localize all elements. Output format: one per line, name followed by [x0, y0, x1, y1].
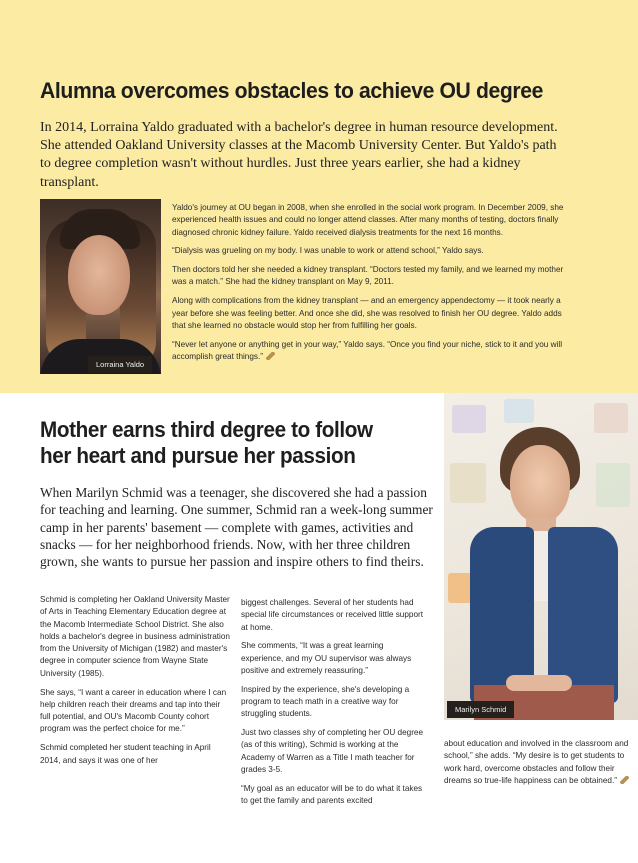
story2-photo-caption: Marilyn Schmid — [447, 701, 514, 718]
story1-body — [172, 202, 564, 370]
story1-paragraph: “Dialysis was grueling on my body. I was unable to work or attend school,” Yaldo says. — [172, 246, 484, 256]
story2-column-2 — [241, 597, 426, 814]
story2-column-1 — [40, 594, 230, 773]
lorraina-yaldo-photo — [40, 199, 161, 374]
story2-paragraph: Just two classes shy of completing her OU degree (as of this writing), Schmid is working at the Academy of Warren as a Title I math teacher for grades 3-5. — [241, 728, 424, 775]
story1-paragraph: Yaldo's journey at OU began in 2008, when she enrolled in the social work program. In December 2009, she experienced health issues and could no longer attend classes. After many months of testing, doctors finally diagnosed chronic kidney failure. Yaldo received dialysis treatments for the next 16 months. — [172, 203, 564, 237]
photo-hands — [506, 675, 572, 691]
story1-paragraph: Along with complications from the kidney transplant — and an emergency appendectomy — it took nearly a year before she was feeling better. And once she did, she was resolved to finish her OU degree. Yaldo adds that she learned no obstacle would stop her from fulfilling her goals. — [172, 296, 562, 330]
story1-photo-caption: Lorraina Yaldo — [88, 356, 152, 373]
story2-paragraph: biggest challenges. Several of her students had special life circumstances or received little support at home. — [241, 598, 424, 632]
story1-paragraph-last — [172, 339, 564, 364]
end-of-story-icon — [620, 776, 629, 784]
story1-headline: Alumna overcomes obstacles to achieve OU degree — [40, 78, 544, 103]
classroom-artwork — [594, 403, 628, 433]
story2-lede: When Marilyn Schmid was a teenager, she discovered she had a passion for teaching and learning. One summer, Schmid ran a week-long summer camp in her parents' basement — complete with games, activities and snacks — for her neighborhood friends. Now, with her three children grown, she wants to pursue her passion and inspire others to find theirs. — [40, 485, 433, 570]
photo-face — [68, 235, 130, 315]
end-of-story-icon — [266, 352, 275, 360]
story2-headline: Mother earns third degree to follow her heart and pursue her passion — [40, 417, 373, 468]
marilyn-schmid-photo — [444, 393, 638, 720]
story1-closing-quote: “Never let anyone or anything get in your way,” Yaldo says. “Once you find your niche, stick to it and you will accomplish great things.” — [172, 339, 563, 361]
classroom-artwork — [596, 463, 630, 507]
story2-column-3 — [444, 738, 634, 794]
story2-paragraph: Schmid is completing her Oakland University Master of Arts in Teaching Elementary Education degree at the Macomb Intermediate School District. She also holds a bachelor's degree in business administration from the University of Michigan (1982) and master's degree in computer science from Wayne State University (1985). — [40, 595, 230, 678]
story2-closing-text: about education and involved in the classroom and school,” she adds. “My desire is to get students to work hard, overcome obstacles and follow their dreams so true-life happiness can be obtained.” — [444, 739, 629, 785]
story2-paragraph: “My goal as an educator will be to do what it takes to get the family and parents excited — [241, 783, 423, 806]
story2-paragraph: She says, “I want a career in education where I can help children reach their dreams and tap into their full potential, and OU's Macomb County cohort program was the perfect choice for me.” — [40, 687, 227, 734]
story2-paragraph: Inspired by the experience, she's developing a program to teach math in a creative way for struggling students. — [241, 684, 410, 719]
story1-lede: In 2014, Lorraina Yaldo graduated with a bachelor's degree in human resource development. She attended Oakland University classes at the Macomb University Center. But Yaldo's path to degree completion wasn't without hurdles. Just three years earlier, she had a kidney transplant. — [40, 120, 558, 190]
photo-face — [510, 445, 570, 523]
story2-paragraph-last — [444, 738, 634, 787]
story1-paragraph: Then doctors told her she needed a kidney transplant. “Doctors tested my family, and we learned my mother was a match.” She had the kidney transplant on May 9, 2011. — [172, 265, 564, 287]
classroom-artwork — [504, 399, 534, 423]
story2-paragraph: She comments, “It was a great learning experience, and my OU supervisor was always positive and extremely reassuring.” — [241, 641, 412, 675]
classroom-artwork — [450, 463, 486, 503]
story2-paragraph: Schmid completed her student teaching in April 2014, and says it was one of her — [40, 743, 211, 765]
classroom-artwork — [452, 405, 486, 433]
